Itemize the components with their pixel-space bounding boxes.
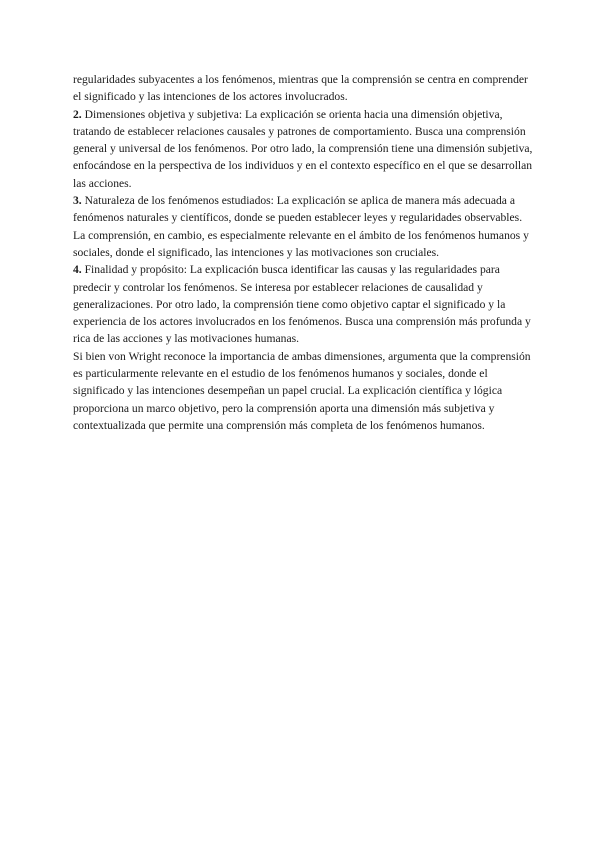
paragraph-text: Si bien von Wright reconoce la importancia de ambas dimensiones, argumenta que la comprensión es particularmente relevante en el estudio de los fenómenos humanos y sociales, donde el significado y las intenciones desempeñan un papel crucial. La explicación científica y lógica proporciona un marco objetivo, pero la comprensión aporta una dimensión más subjetiva y contextualizada que permite una comprensión más completa de los fenómenos humanos. [73,349,531,432]
paragraph-text: Dimensiones objetiva y subjetiva: La explicación se orienta hacia una dimensión objetiva, tratando de establecer relaciones causales y patrones de comportamiento. Busca una comprensión general y universal de los fenómenos. Por otro lado, la comprensión tiene una dimensión subjetiva, enfocándose en la perspectiva de los individuos y en el contexto específico en el que se desarrollan las acciones. [73,107,533,190]
paragraph-point-4 [73,261,535,347]
document-body [73,71,535,434]
paragraph-continuation [73,71,535,106]
list-number: 4. [73,263,82,277]
list-number: 3. [73,194,82,208]
paragraph-text: Finalidad y propósito: La explicación busca identificar las causas y las regularidades para predecir y controlar los fenómenos. Se interesa por establecer relaciones de causalidad y generalizaciones. Por otro lado, la comprensión tiene como objetivo captar el significado y la experiencia de los actores involucrados en los fenómenos. Busca una comprensión más profunda y rica de las acciones y las motivaciones humanas. [73,263,531,346]
paragraph-point-2 [73,106,535,192]
list-number: 2. [73,107,82,121]
paragraph-text: Naturaleza de los fenómenos estudiados: La explicación se aplica de manera más adecuada a fenómenos naturales y científicos, donde se pueden establecer leyes y regularidades observables. La comprensión, en cambio, es especialmente relevante en el ámbito de los fenómenos humanos y sociales, donde el significado, las intenciones y las motivaciones son cruciales. [73,194,529,259]
paragraph-text: regularidades subyacentes a los fenómenos, mientras que la comprensión se centra en comprender el significado y las intenciones de los actores involucrados. [73,73,528,104]
paragraph-point-3 [73,192,535,261]
paragraph-conclusion [73,348,535,434]
